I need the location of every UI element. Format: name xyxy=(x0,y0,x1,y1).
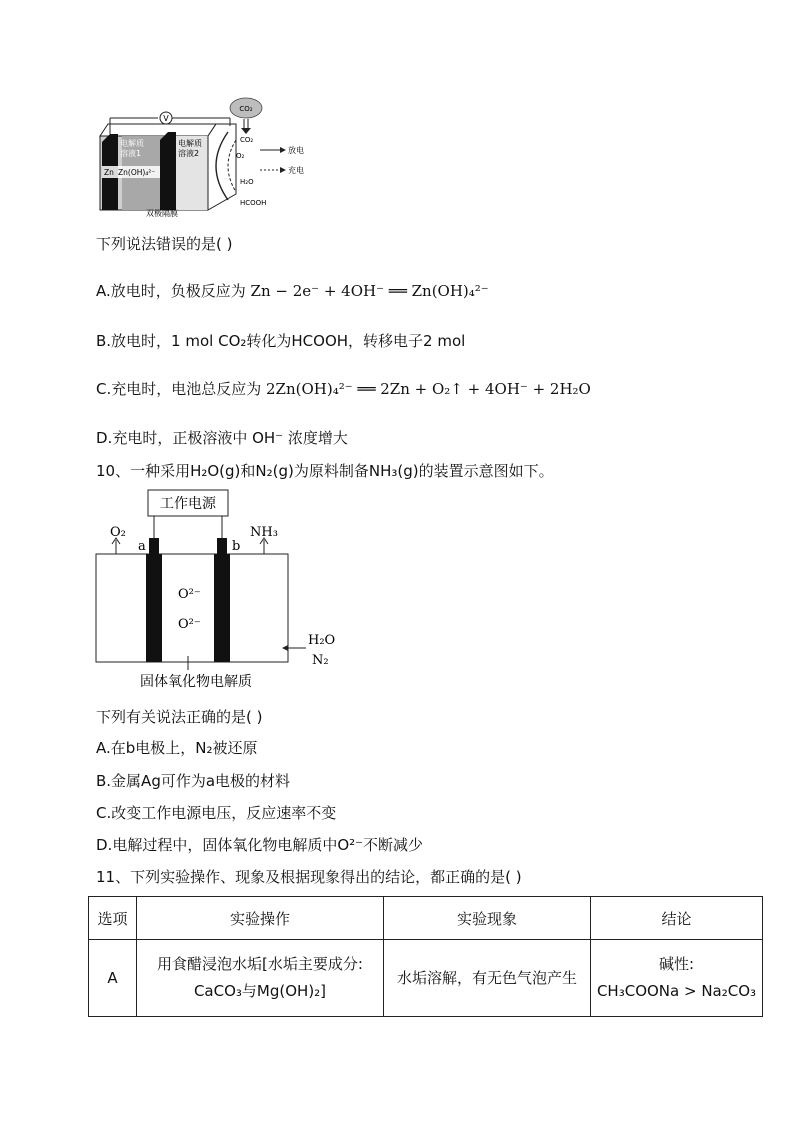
q10-option-b[interactable]: B.金属Ag可作为a电极的材料 xyxy=(96,772,291,790)
row-operation-line1: 用食醋浸泡水垢[水垢主要成分: xyxy=(157,955,363,973)
q9-option-c-prefix: C.充电时，电池总反应为 xyxy=(96,380,267,398)
q9-option-c[interactable] xyxy=(96,378,591,399)
ion-label-1: O²⁻ xyxy=(178,587,201,602)
q9-option-a-prefix: A.放电时，负极反应为 xyxy=(96,282,251,300)
nh3-outlet-label: NH₃ xyxy=(250,525,278,540)
hcooh-label: HCOOH xyxy=(240,199,267,207)
co2-label: CO₂ xyxy=(240,136,254,144)
h2o-label: H₂O xyxy=(240,178,254,186)
q9-option-c-equation: 2Zn(OH)₄²⁻ ══ 2Zn + O₂↑ + 4OH⁻ + 2H₂O xyxy=(266,380,591,398)
q9-option-a-equation: Zn − 2e⁻ + 4OH⁻ ══ Zn(OH)₄²⁻ xyxy=(250,282,489,300)
electrode-b-label: b xyxy=(232,539,241,554)
row-conclusion xyxy=(591,940,763,1017)
row-option: A xyxy=(89,940,137,1017)
discharge-label: 放电 xyxy=(288,146,304,155)
q10-option-d[interactable]: D.电解过程中，固体氧化物电解质中O²⁻不断减少 xyxy=(96,836,424,854)
electrolyte1-line1: 电解质 xyxy=(120,139,144,148)
q11-experiment-table xyxy=(88,896,763,1017)
row-operation-line2: CaCO₃与Mg(OH)₂] xyxy=(193,982,327,1000)
q11-stem: 11、下列实验操作、现象及根据现象得出的结论，都正确的是( ) xyxy=(96,868,522,886)
header-phenomenon: 实验现象 xyxy=(384,897,591,940)
q10-option-c[interactable]: C.改变工作电源电压，反应速率不变 xyxy=(96,804,337,822)
electrolyte1-line2: 溶液1 xyxy=(120,149,142,158)
header-operation: 实验操作 xyxy=(137,897,384,940)
row-conclusion-line2: CH₃COONa > Na₂CO₃ xyxy=(596,982,757,1000)
row-conclusion-line1: 碱性: xyxy=(658,955,695,973)
n2-inlet-label: N₂ xyxy=(312,653,329,668)
co2-cloud-label: CO₂ xyxy=(239,105,253,113)
q10-electrolysis-figure xyxy=(92,488,352,692)
q10-option-a[interactable]: A.在b电极上，N₂被还原 xyxy=(96,739,258,757)
voltmeter-label: V xyxy=(163,114,169,123)
q9-option-a[interactable] xyxy=(96,280,489,301)
h2o-inlet-label: H₂O xyxy=(308,633,336,648)
table-row xyxy=(89,940,763,1017)
ion-label-2: O²⁻ xyxy=(178,617,201,632)
electrolyte2-line2: 溶液2 xyxy=(178,149,200,158)
row-phenomenon: 水垢溶解，有无色气泡产生 xyxy=(384,940,591,1017)
q10-stem: 10、一种采用H₂O(g)和N₂(g)为原料制备NH₃(g)的装置示意图如下。 xyxy=(96,462,554,480)
row-operation xyxy=(137,940,384,1017)
membrane-label: 双极隔膜 xyxy=(146,209,178,218)
o2-label: O₂ xyxy=(236,152,245,160)
electrolyte2-line1: 电解质 xyxy=(178,139,202,148)
electrolyte-label: 固体氧化物电解质 xyxy=(140,674,252,690)
q9-battery-figure xyxy=(96,94,336,218)
znoh-label: Zn(OH)₄²⁻ xyxy=(118,168,156,177)
table-header-row xyxy=(89,897,763,940)
q9-stem: 下列说法错误的是( ) xyxy=(96,235,233,253)
header-option: 选项 xyxy=(89,897,137,940)
header-conclusion: 结论 xyxy=(591,897,763,940)
electrode-a-label: a xyxy=(138,539,146,554)
o2-outlet-label: O₂ xyxy=(110,525,126,540)
charge-label: 充电 xyxy=(288,166,304,175)
q9-option-b[interactable]: B.放电时，1 mol CO₂转化为HCOOH，转移电子2 mol xyxy=(96,332,466,350)
q10-question: 下列有关说法正确的是( ) xyxy=(96,708,263,726)
q9-option-d[interactable]: D.充电时，正极溶液中 OH⁻ 浓度增大 xyxy=(96,429,348,447)
power-label: 工作电源 xyxy=(160,496,216,512)
zn-label: Zn xyxy=(104,168,114,177)
